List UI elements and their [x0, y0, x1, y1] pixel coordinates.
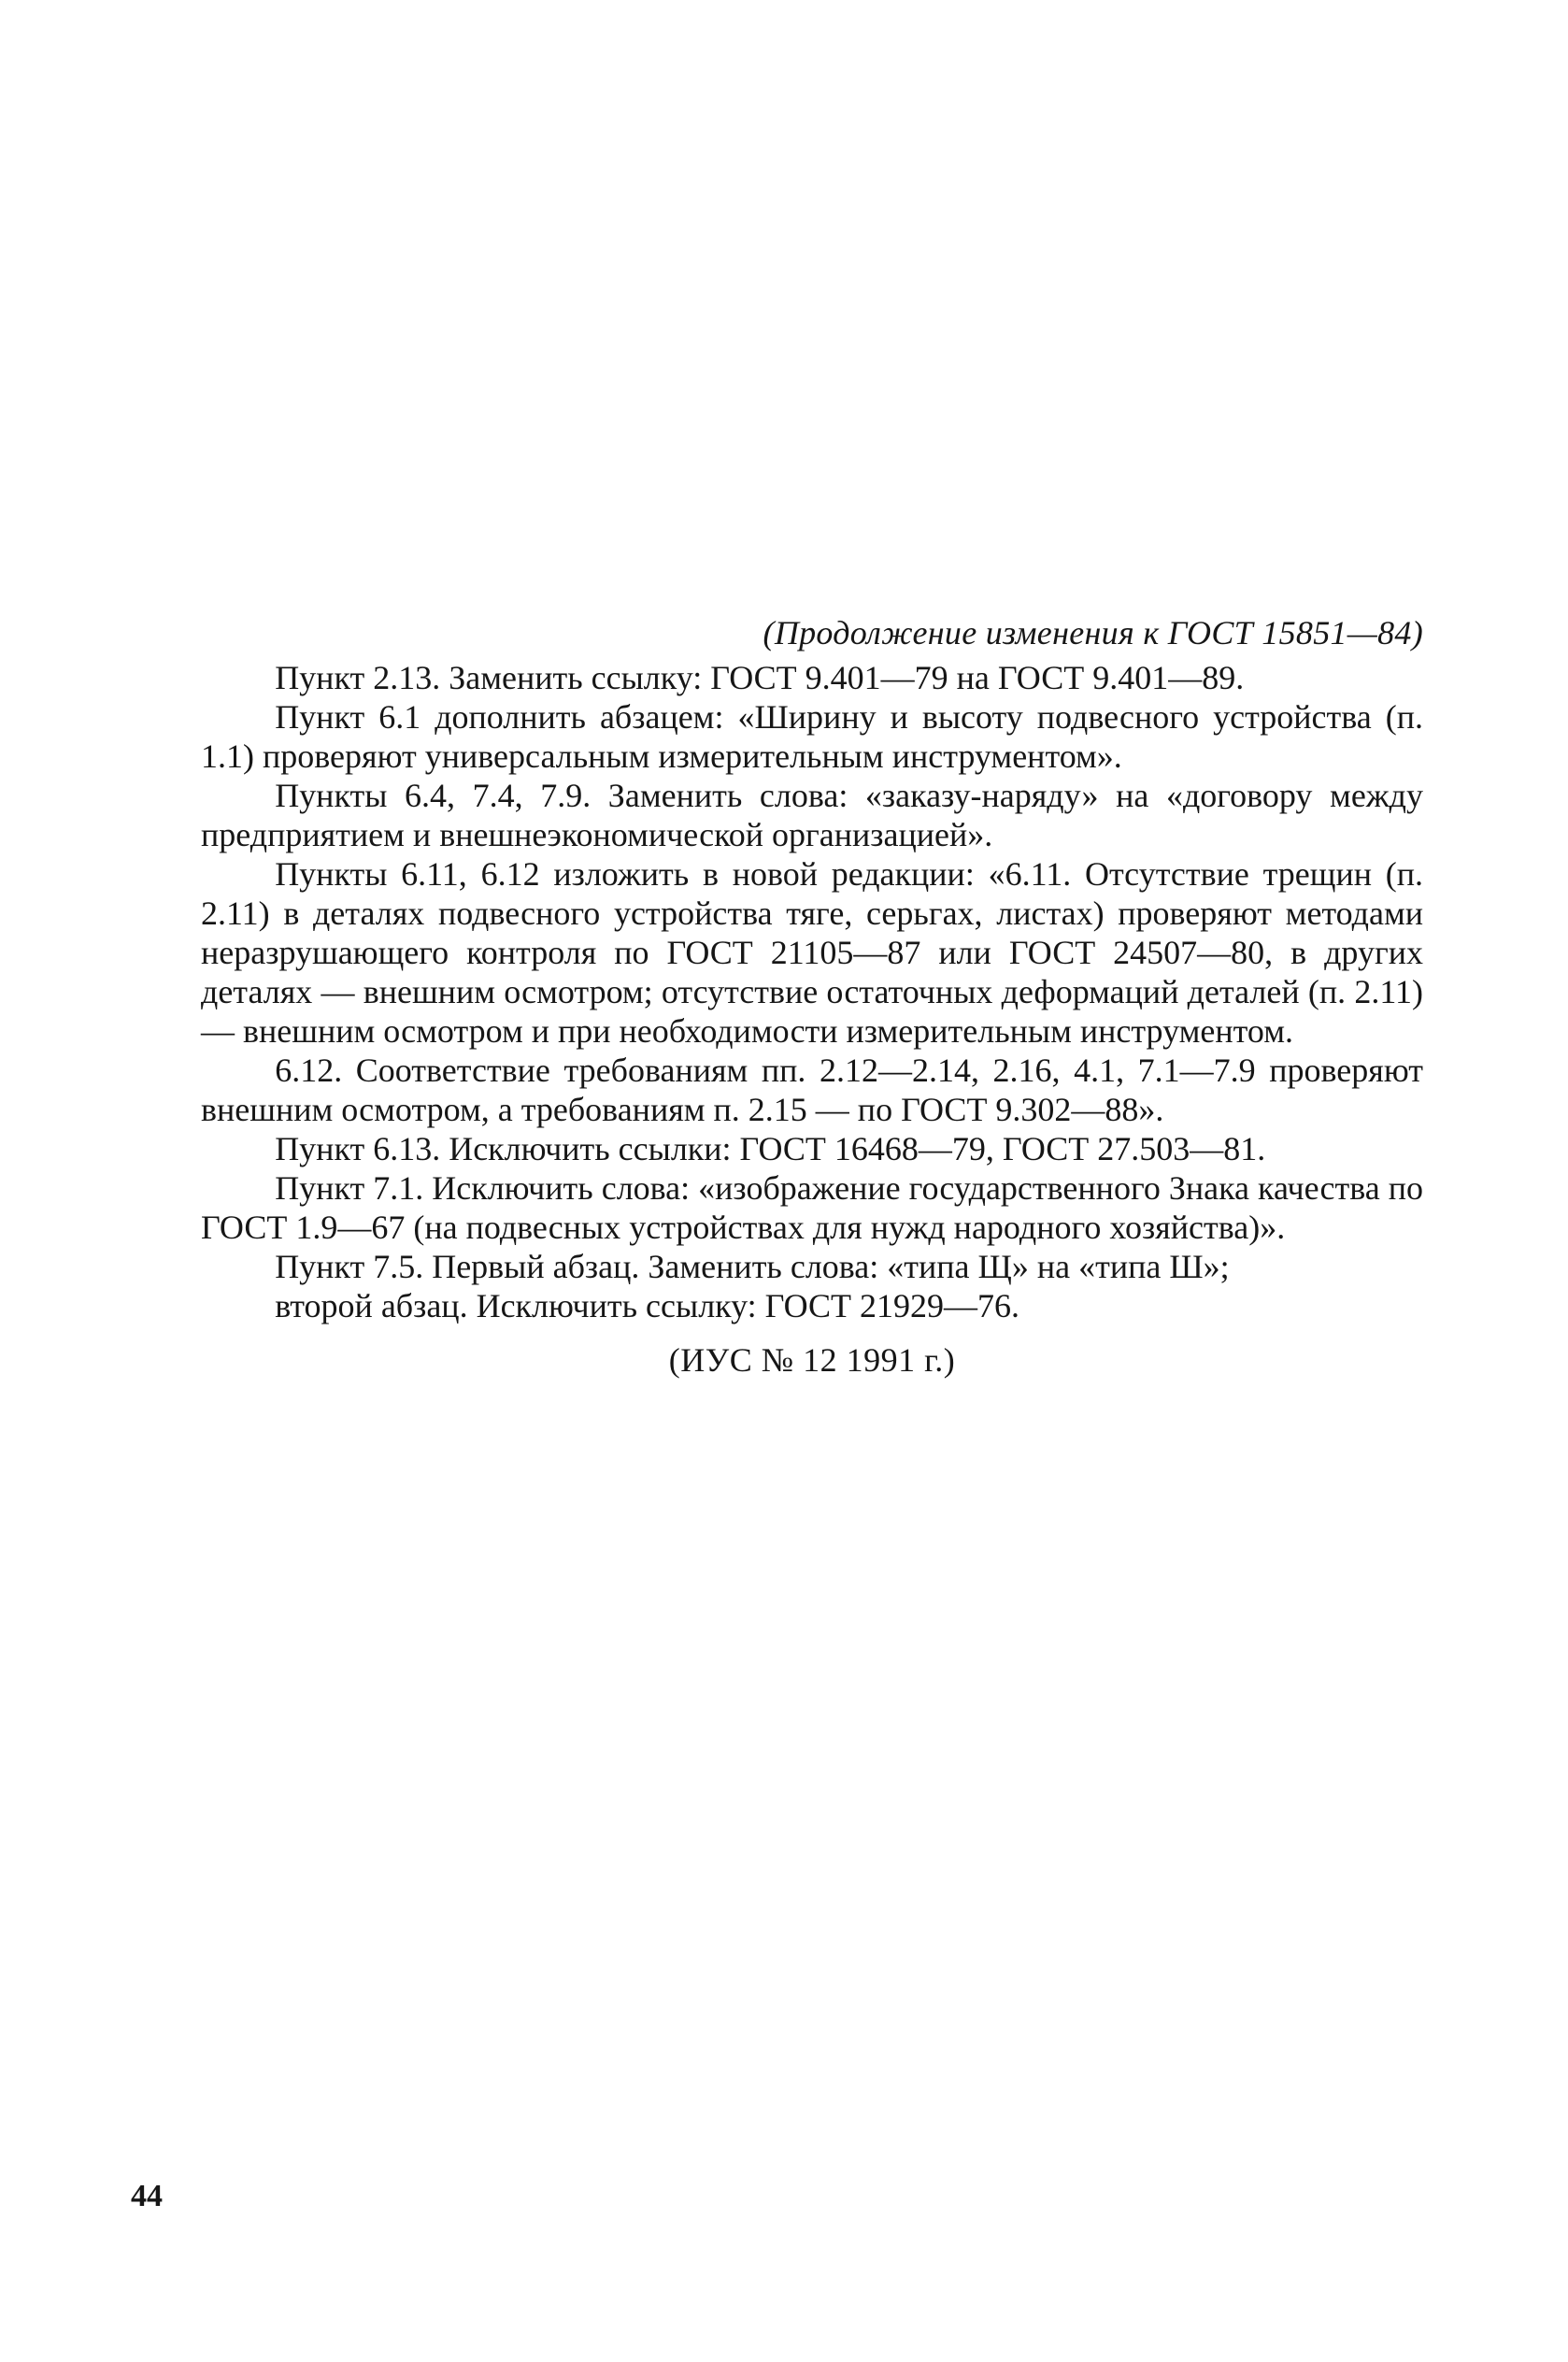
source-reference: (ИУС № 12 1991 г.) — [668, 1341, 956, 1379]
paragraph-items-6-4-7-4-7-9: Пункты 6.4, 7.4, 7.9. Заменить слова: «заказу-наряду» на «договору между предприятием и внешнеэкономической организацией». — [201, 777, 1423, 853]
paragraph-items-6-11-6-12: Пункты 6.11, 6.12 изложить в новой редакции: «6.11. Отсутствие трещин (п. 2.11) в деталях подвесного устройства тяге, серьгах, листах) проверяют методами неразрушающего контроля по ГОСТ 21105—87 или ГОСТ 24507—80, в других деталях — внешним осмотром; отсутствие остаточных деформаций деталей (п. 2.11) — внешним осмотром и при необходимости измерительным инструментом. — [201, 855, 1423, 1050]
continuation-header: (Продолжение изменения к ГОСТ 15851—84) — [763, 614, 1423, 651]
paragraph-item-6-1: Пункт 6.1 дополнить абзацем: «Ширину и высоту подвесного устройства (п. 1.1) проверяют универсальным измерительным инструментом». — [201, 698, 1423, 775]
paragraph-item-7-1: Пункт 7.1. Исключить слова: «изображение государственного Знака качества по ГОСТ 1.9—67 (на подвесных устройствах для нужд народного хозяйства)». — [201, 1169, 1423, 1246]
paragraph-item-7-5-second: второй абзац. Исключить ссылку: ГОСТ 21929—76. — [275, 1287, 1020, 1324]
page-number: 44 — [131, 2179, 163, 2213]
paragraph-item-7-5: Пункт 7.5. Первый абзац. Заменить слова: «типа Щ» на «типа Ш»; — [275, 1248, 1230, 1285]
paragraph-item-2-13: Пункт 2.13. Заменить ссылку: ГОСТ 9.401—79 на ГОСТ 9.401—89. — [275, 659, 1245, 696]
amendment-body — [201, 658, 1423, 1381]
paragraph-item-6-13: Пункт 6.13. Исключить ссылки: ГОСТ 16468—79, ГОСТ 27.503—81. — [275, 1130, 1266, 1167]
paragraph-6-12: 6.12. Соответствие требованиям пп. 2.12—2.14, 2.16, 4.1, 7.1—7.9 проверяют внешним осмотром, а требованиям п. 2.15 — по ГОСТ 9.302—88». — [201, 1052, 1423, 1128]
